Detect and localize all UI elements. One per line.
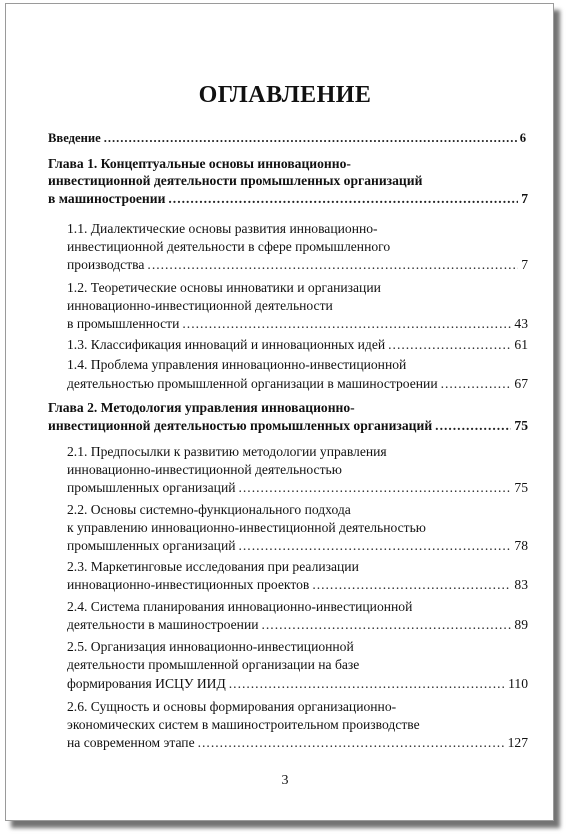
dot-leader xyxy=(441,376,512,392)
dot-leader xyxy=(182,316,511,332)
toc-page-number: 110 xyxy=(508,676,528,691)
toc-page-number: 7 xyxy=(521,191,528,206)
dot-leader xyxy=(239,480,512,496)
dot-leader xyxy=(147,257,518,273)
toc-entry-title: деятельностью промышленной организации в машиностроении xyxy=(67,376,438,391)
chapter-1-title-line[interactable]: инвестиционной деятельности промышленных организаций xyxy=(48,173,423,188)
toc-page-number: 67 xyxy=(514,376,528,391)
toc-entry-section-2-6[interactable] xyxy=(67,735,528,751)
toc-entry-title: на современном этапе xyxy=(67,735,195,750)
toc-page-number: 127 xyxy=(507,735,528,750)
toc-entry-chapter-2[interactable] xyxy=(48,418,528,434)
section-2-6-title-line[interactable]: 2.6. Сущность и основы формирования организационно- xyxy=(67,699,397,714)
toc-entry-title: в машиностроении xyxy=(48,191,166,206)
page-number: 3 xyxy=(281,773,289,788)
toc-entry-section-2-3[interactable] xyxy=(67,577,528,593)
toc-entry-title: 1.3. Классификация инноваций и инновационных идей xyxy=(67,337,386,352)
toc-page-number: 83 xyxy=(514,577,528,592)
toc-entry-title: инновационно-инвестиционных проектов xyxy=(67,577,310,592)
section-2-1-title-line[interactable]: инновационно-инвестиционной деятельностью xyxy=(67,462,342,477)
section-2-1-title-line[interactable]: 2.1. Предпосылки к развитию методологии управления xyxy=(67,444,387,459)
dot-leader xyxy=(104,130,517,146)
section-2-5-title-line[interactable]: 2.5. Организация инновационно-инвестиционной xyxy=(67,639,354,654)
toc-page-number: 75 xyxy=(514,480,528,495)
toc-page-number: 7 xyxy=(521,257,528,272)
dot-leader xyxy=(435,418,511,434)
section-2-2-title-line[interactable]: к управлению инновационно-инвестиционной деятельностью xyxy=(67,520,426,535)
toc-entry-section-1-4[interactable] xyxy=(67,376,528,392)
toc-page-number: 75 xyxy=(514,418,528,433)
toc-page-number: 89 xyxy=(514,617,528,632)
section-2-5-title-line[interactable]: деятельности промышленной организации на базе xyxy=(67,657,360,672)
section-2-3-title-line[interactable]: 2.3. Маркетинговые исследования при реализации xyxy=(67,559,359,574)
section-2-4-title-line[interactable]: 2.4. Система планирования инновационно-инвестиционной xyxy=(67,599,413,614)
toc-page-number: 6 xyxy=(519,131,526,145)
toc-entry-section-1-1[interactable] xyxy=(67,257,528,273)
toc-entry-title: промышленных организаций xyxy=(67,480,236,495)
dot-leader xyxy=(168,191,518,207)
toc-entry-section-1-3[interactable] xyxy=(67,337,528,353)
toc-page-number: 43 xyxy=(514,316,528,331)
toc-entry-chapter-1[interactable] xyxy=(48,191,528,207)
section-1-1-title-line[interactable]: инвестиционной деятельности в сфере промышленного xyxy=(67,239,391,254)
section-1-2-title-line[interactable]: 1.2. Теоретические основы инноватики и организации xyxy=(67,280,381,295)
dot-leader xyxy=(262,617,512,633)
toc-entry-title: Введение xyxy=(48,131,101,145)
toc-entry-title: формирования ИСЦУ ИИД xyxy=(67,676,226,691)
toc-entry-title: деятельности в машиностроении xyxy=(67,617,259,632)
dot-leader xyxy=(312,577,511,593)
toc-entry-title: инвестиционной деятельностью промышленных организаций xyxy=(48,418,433,433)
section-2-2-title-line[interactable]: 2.2. Основы системно-функционального подхода xyxy=(67,502,351,517)
section-1-2-title-line[interactable]: инновационно-инвестиционной деятельности xyxy=(67,298,333,313)
section-2-6-title-line[interactable]: экономических систем в машиностроительном производстве xyxy=(67,717,420,732)
chapter-2-title-line[interactable]: Глава 2. Методология управления инновационно- xyxy=(48,400,355,415)
chapter-1-title-line[interactable]: Глава 1. Концептуальные основы инновационно- xyxy=(48,156,351,171)
dot-leader xyxy=(239,538,512,554)
toc-page-number: 78 xyxy=(514,538,528,553)
section-1-1-title-line[interactable]: 1.1. Диалектические основы развития инновационно- xyxy=(67,221,378,236)
toc-entry-section-2-4[interactable] xyxy=(67,617,528,633)
page-title: ОГЛАВЛЕНИЕ xyxy=(198,82,372,108)
toc-page-number: 61 xyxy=(514,337,528,352)
toc-entry-section-2-2[interactable] xyxy=(67,538,528,554)
section-1-4-title-line[interactable]: 1.4. Проблема управления инновационно-инвестиционной xyxy=(67,357,407,372)
toc-entry-title: в промышленности xyxy=(67,316,180,331)
toc-entry-section-2-5[interactable] xyxy=(67,676,528,692)
dot-leader xyxy=(388,337,511,353)
toc-entry-title: промышленных организаций xyxy=(67,538,236,553)
dot-leader xyxy=(198,735,505,751)
toc-entry-section-1-2[interactable] xyxy=(67,316,528,332)
toc-entry-intro[interactable] xyxy=(48,130,526,146)
toc-entry-section-2-1[interactable] xyxy=(67,480,528,496)
toc-entry-title: производства xyxy=(67,257,145,272)
dot-leader xyxy=(229,676,505,692)
